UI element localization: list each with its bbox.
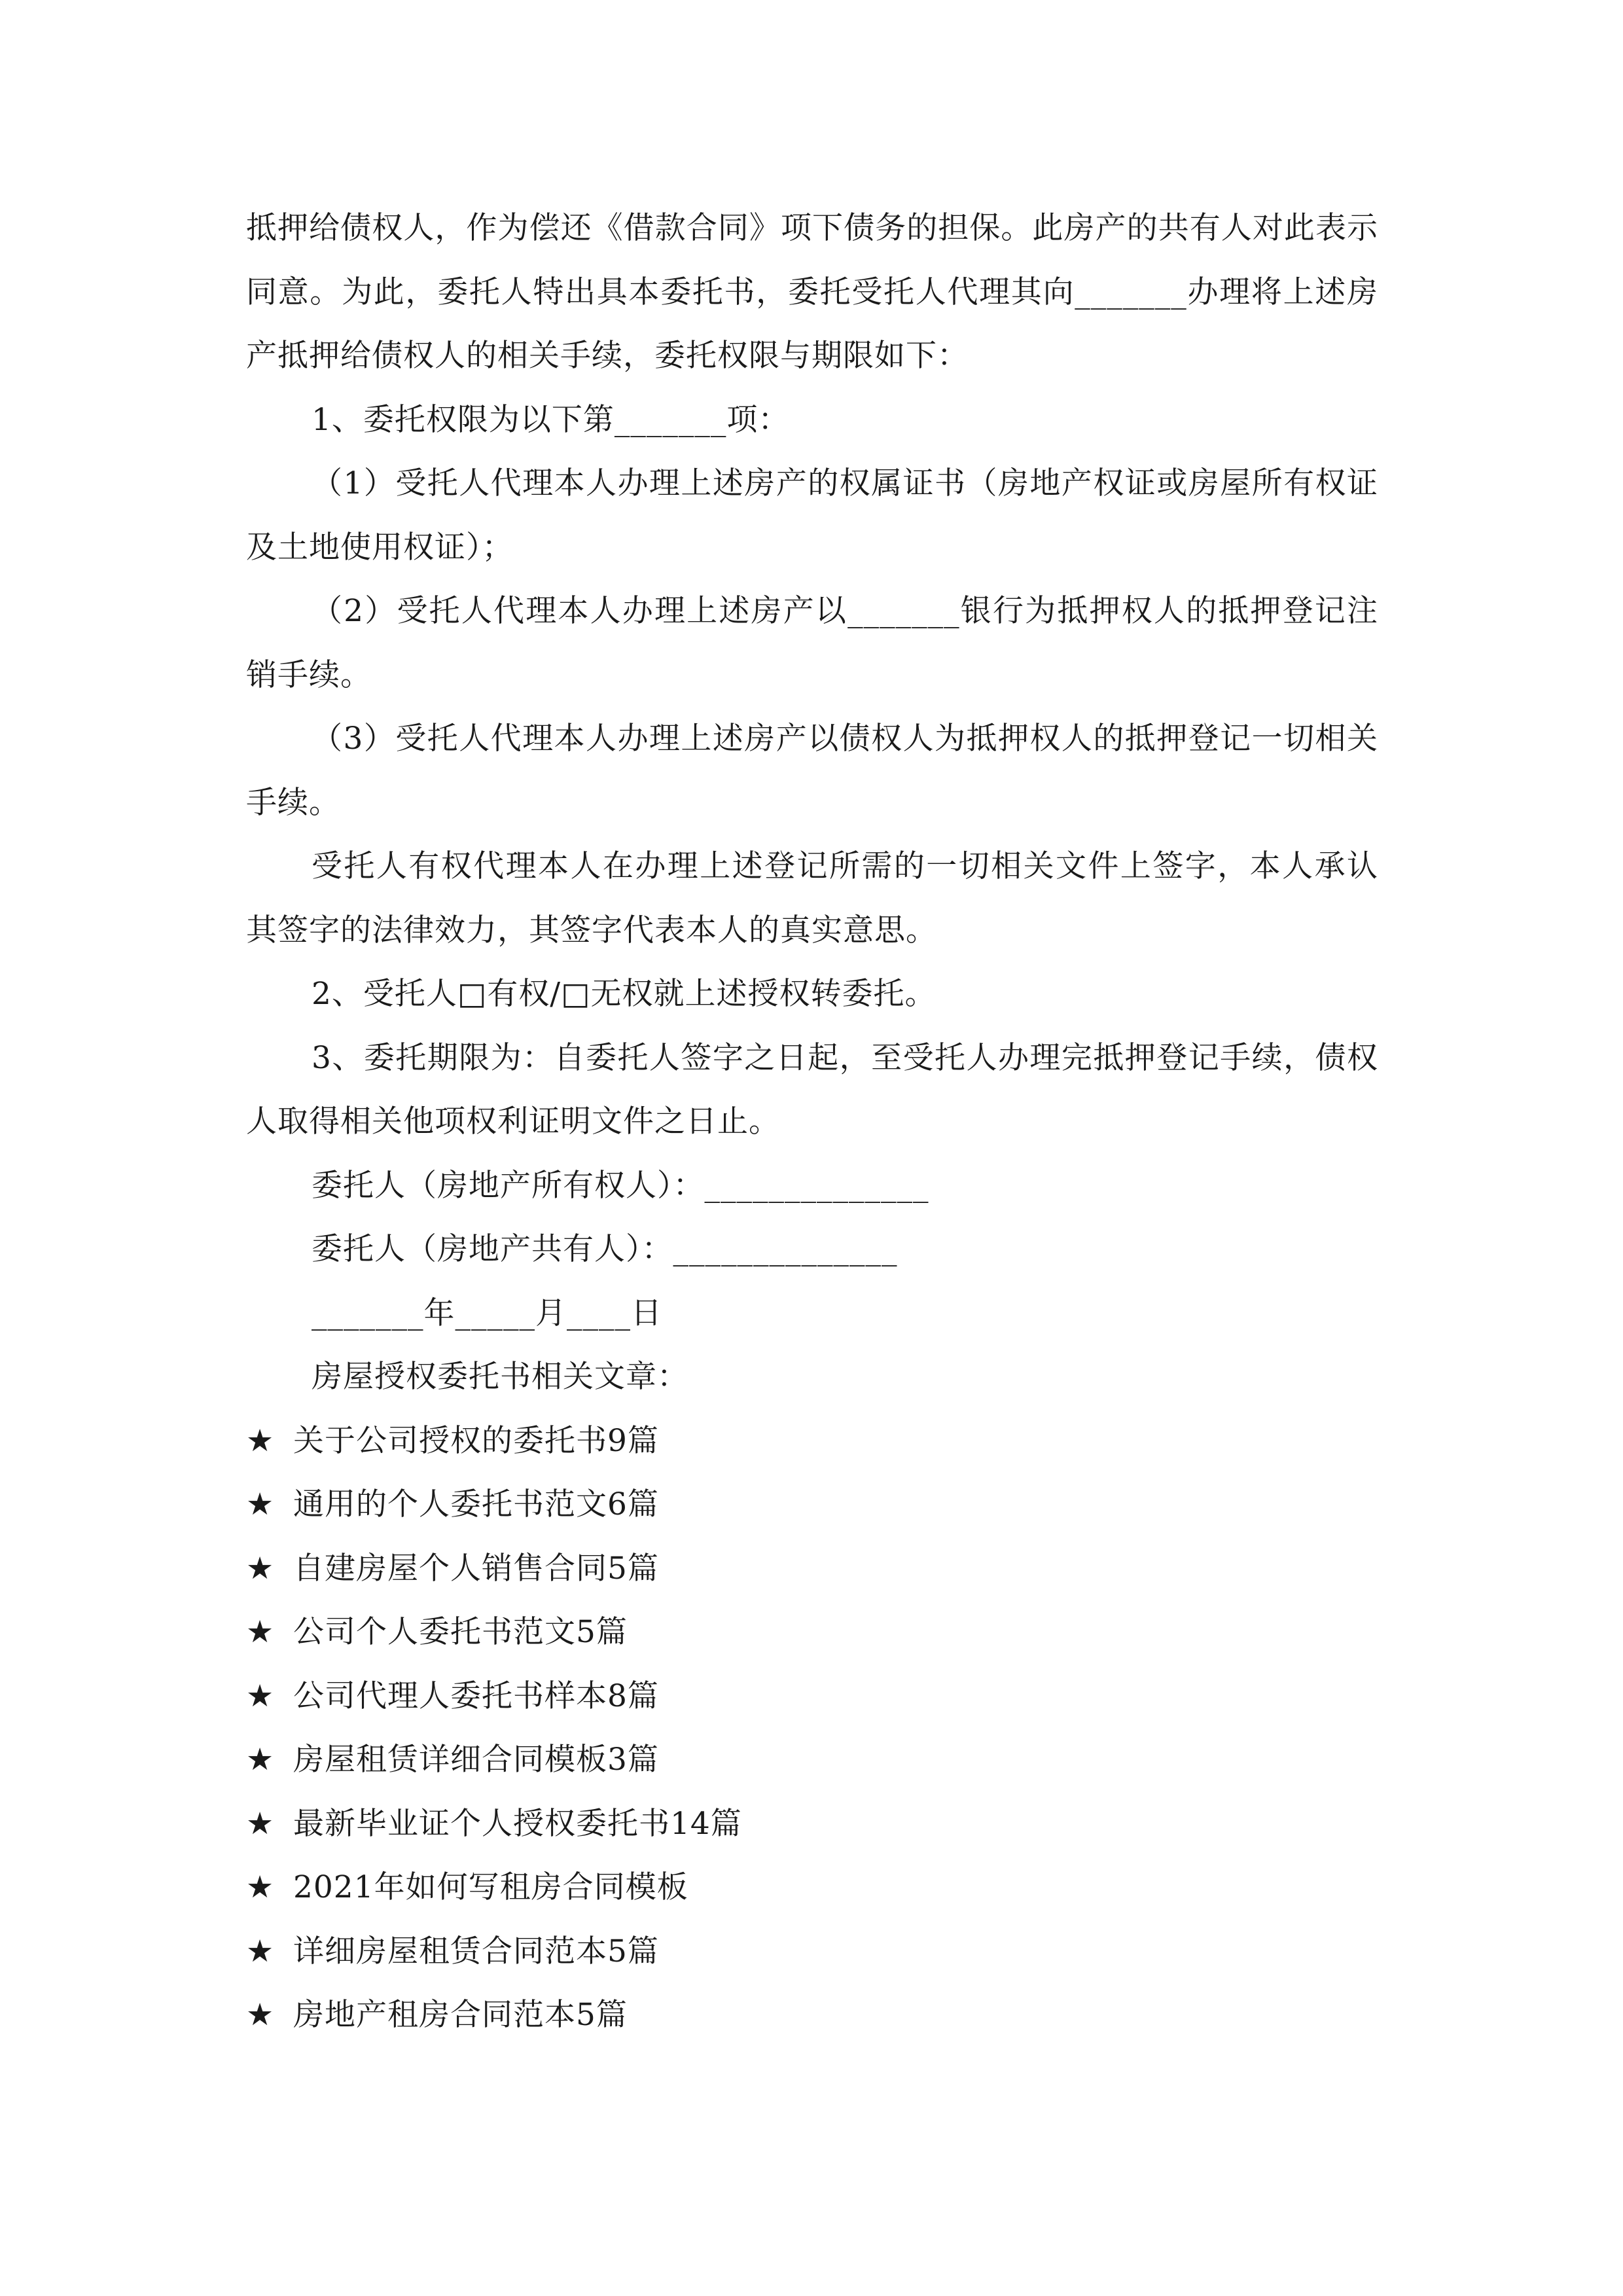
- sub-delegation-clause: 2、受托人□有权/□无权就上述授权转委托。: [312, 976, 936, 1012]
- star-icon: ★: [246, 1486, 275, 1522]
- intro-paragraph: 抵押给债权人，作为偿还《借款合同》项下债务的担保。此房产的共有人对此表示同意。为此，委托人特出具本委托书，委托受托人代理其向_______办理将上述房产抵押给债权人的相关手续，委托权限与期限如下：: [246, 210, 1378, 374]
- star-icon: ★: [246, 1614, 275, 1650]
- article-link[interactable]: 房地产租房合同范本5篇: [293, 1997, 628, 2033]
- option-1: （1）受托人代理本人办理上述房产的权属证书（房地产权证或房屋所有权证及土地使用权证）；: [246, 465, 1378, 565]
- star-icon: ★: [246, 1742, 275, 1778]
- option-2: （2）受托人代理本人办理上述房产以_______银行为抵押权人的抵押登记注销手续。: [246, 593, 1378, 693]
- star-icon: ★: [246, 1869, 275, 1905]
- signing-authority-paragraph: 受托人有权代理本人在办理上述登记所需的一切相关文件上签字，本人承认其签字的法律效力，其签字代表本人的真实意思。: [246, 848, 1378, 948]
- option-3: （3）受托人代理本人办理上述房产以债权人为抵押权人的抵押登记一切相关手续。: [246, 721, 1378, 821]
- list-item[interactable]: [246, 1537, 1378, 1601]
- term-clause: 3、委托期限为：自委托人签字之日起，至受托人办理完抵押登记手续，债权人取得相关他项权利证明文件之日止。: [246, 1039, 1378, 1139]
- list-item[interactable]: [246, 1664, 1378, 1729]
- article-link[interactable]: 公司代理人委托书样本8篇: [293, 1677, 659, 1714]
- star-icon: ★: [246, 1997, 275, 2033]
- list-item[interactable]: [246, 1920, 1378, 1984]
- article-link[interactable]: 最新毕业证个人授权委托书14篇: [293, 1805, 742, 1842]
- principal-owner-signature-line: 委托人（房地产所有权人）：______________: [312, 1167, 929, 1204]
- article-link[interactable]: 关于公司授权的委托书9篇: [293, 1422, 659, 1459]
- related-articles-heading: 房屋授权委托书相关文章：: [312, 1359, 688, 1395]
- article-link[interactable]: 自建房屋个人销售合同5篇: [293, 1550, 659, 1587]
- list-item[interactable]: [246, 1409, 1378, 1473]
- co-owner-signature-line: 委托人（房地产共有人）：______________: [312, 1231, 898, 1267]
- date-line: _______年_____月____日: [312, 1295, 662, 1331]
- document-body: [246, 196, 1378, 2047]
- authority-scope-clause: 1、委托权限为以下第_______项：: [312, 401, 790, 438]
- article-link[interactable]: 房屋租赁详细合同模板3篇: [293, 1742, 659, 1778]
- related-articles-list: [246, 1409, 1378, 2047]
- list-item[interactable]: [246, 1600, 1378, 1664]
- list-item[interactable]: [246, 1983, 1378, 2047]
- article-link[interactable]: 2021年如何写租房合同模板: [293, 1869, 688, 1905]
- star-icon: ★: [246, 1677, 275, 1714]
- article-link[interactable]: 详细房屋租赁合同范本5篇: [293, 1933, 659, 1969]
- list-item[interactable]: [246, 1792, 1378, 1856]
- article-link[interactable]: 公司个人委托书范文5篇: [293, 1614, 628, 1650]
- star-icon: ★: [246, 1805, 275, 1842]
- article-link[interactable]: 通用的个人委托书范文6篇: [293, 1486, 659, 1522]
- list-item[interactable]: [246, 1728, 1378, 1792]
- list-item[interactable]: [246, 1856, 1378, 1920]
- list-item[interactable]: [246, 1473, 1378, 1537]
- star-icon: ★: [246, 1550, 275, 1587]
- star-icon: ★: [246, 1422, 275, 1459]
- star-icon: ★: [246, 1933, 275, 1969]
